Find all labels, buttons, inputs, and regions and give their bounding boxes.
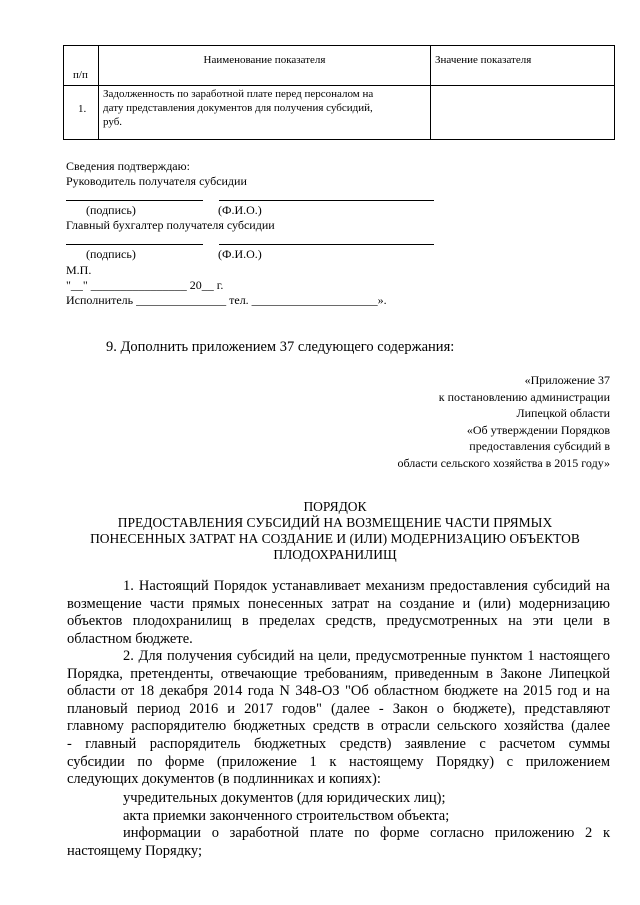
paragraph-line: субсидии по форме (приложение 1 к настоящему Порядку) с приложением (67, 753, 610, 770)
paragraph-line: настоящему Порядку; (67, 842, 203, 859)
paragraph-line: объектов плодохранилищ в пределах средств, предусмотренных на эти цели в (67, 613, 610, 630)
header-value-cell (431, 46, 615, 86)
paragraph-2 (67, 648, 610, 789)
row-name-line: Задолженность по заработной плате перед персоналом на (103, 88, 374, 100)
row-num-cell (64, 86, 99, 140)
signature-line (66, 200, 203, 201)
table-header-row (64, 46, 615, 86)
head-title: Руководитель получателя субсидии (66, 174, 247, 188)
accountant-title: Главный бухгалтер получателя субсидии (66, 218, 275, 232)
list-item (67, 825, 610, 860)
row-value-cell (431, 86, 615, 140)
paragraph-line: области от 18 декабря 2014 года N 348-ОЗ "Об областном бюджете на 2015 год и на (67, 683, 610, 700)
appendix-line: «Об утверждении Порядков (466, 422, 610, 437)
appendix-block (330, 372, 610, 471)
appendix-line: предоставления субсидий в (469, 439, 610, 453)
paragraph-line: следующих документов (в подлинниках и копиях): (67, 771, 381, 788)
header-value: Значение показателя (435, 54, 532, 66)
indicator-table (63, 45, 615, 140)
fio-line (219, 200, 434, 201)
paragraph-1 (67, 578, 610, 648)
list-item: акта приемки законченного строительством объекта; (123, 808, 450, 824)
title-line: ПРЕДОСТАВЛЕНИЯ СУБСИДИЙ НА ВОЗМЕЩЕНИЕ ЧАСТИ ПРЯМЫХ (117, 515, 553, 530)
fio-label: (Ф.И.О.) (218, 247, 262, 261)
row-name-line: руб. (103, 116, 123, 128)
header-num: п/п (73, 69, 88, 81)
header-num-cell (64, 46, 99, 86)
appendix-line: к постановлению администрации (438, 389, 610, 404)
document-title (60, 499, 610, 563)
appendix-line: Липецкой области (516, 406, 610, 420)
date-line: "__" ________________ 20__ г. (66, 278, 224, 292)
row-name-line: дату представления документов для получения субсидий, (103, 102, 373, 114)
header-name: Наименование показателя (203, 54, 326, 66)
item-9: 9. Дополнить приложением 37 следующего содержания: (106, 339, 455, 355)
paragraph-line: 2. Для получения субсидий на цели, предусмотренные пунктом 1 настоящего (123, 648, 610, 664)
table-row (64, 86, 615, 140)
row-num: 1. (78, 103, 87, 115)
appendix-line: «Приложение 37 (524, 373, 610, 387)
stamp-label: М.П. (66, 263, 92, 277)
paragraph-line: главному распорядителю бюджетных средств в отрасли сельского хозяйства (далее (67, 718, 610, 735)
title-line: ПОНЕСЕННЫХ ЗАТРАТ НА СОЗДАНИЕ И (ИЛИ) МОДЕРНИЗАЦИЮ ОБЪЕКТОВ (90, 531, 580, 546)
paragraph-line: плановый период 2016 и 2017 годов" (далее - Закон о бюджете), представляют (67, 700, 610, 717)
title-line: ПЛОДОХРАНИЛИЩ (273, 547, 397, 562)
paragraph-line: возмещение части прямых понесенных затрат на создание и (или) модернизацию (67, 595, 610, 612)
paragraph-line: 1. Настоящий Порядок устанавливает механизм предоставления субсидий на (123, 578, 610, 594)
paragraph-line: Порядка, претенденты, отвечающие требованиям, приведенным в Законе Липецкой (67, 665, 610, 682)
fio-line (219, 244, 434, 245)
fio-label: (Ф.И.О.) (218, 203, 262, 217)
header-name-cell (99, 46, 431, 86)
confirm-line: Сведения подтверждаю: (66, 159, 190, 173)
row-name-cell (99, 86, 431, 140)
paragraph-line: областном бюджете. (67, 630, 193, 647)
executor-line: Исполнитель _______________ тел. _____________________». (66, 293, 387, 307)
paragraph-line: информации о заработной плате по форме согласно приложению 2 к (123, 825, 610, 841)
title-line: ПОРЯДОК (303, 499, 367, 514)
list-item: учредительных документов (для юридических лиц); (123, 790, 446, 806)
appendix-line: области сельского хозяйства в 2015 году» (397, 455, 610, 470)
paragraph-line: - главный распорядитель бюджетных средств) заявление с расчетом суммы (67, 735, 610, 752)
signature-label: (подпись) (86, 203, 136, 217)
signature-line (66, 244, 203, 245)
signature-label: (подпись) (86, 247, 136, 261)
